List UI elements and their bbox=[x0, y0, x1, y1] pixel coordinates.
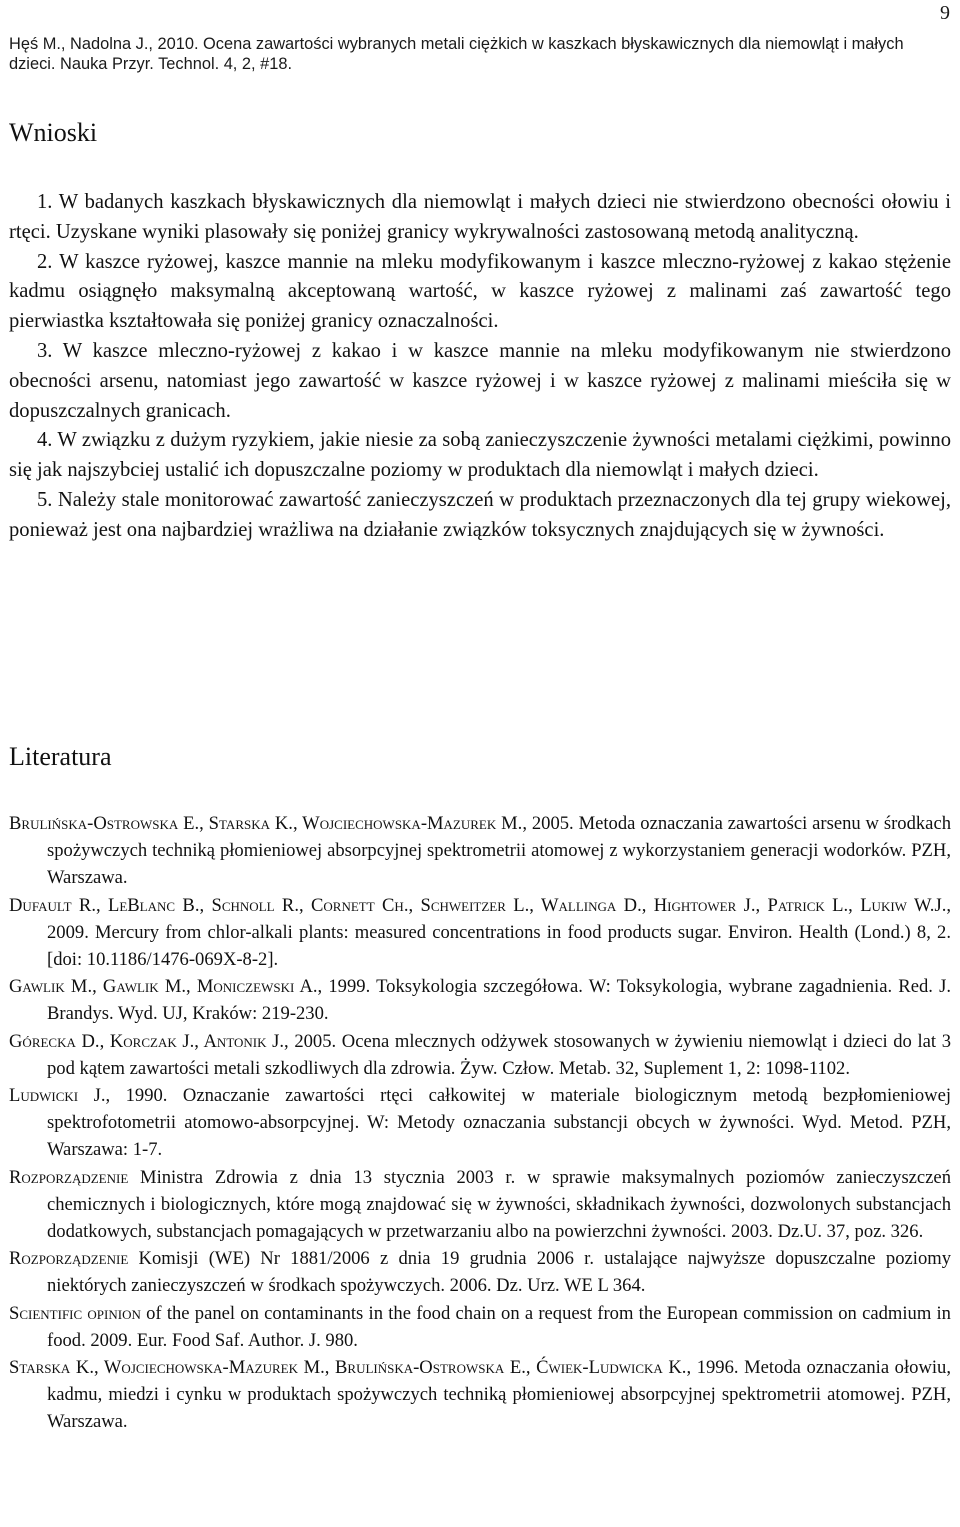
reference-item bbox=[9, 1164, 951, 1246]
reference-item bbox=[9, 1028, 951, 1082]
reference-authors: Scientific opinion bbox=[9, 1302, 141, 1324]
reference-text: 2009. Mercury from chlor-alkali plants: measured concentrations in food products sugar. Environ. Health (Lond.) 8, 2. [doi: 10.1186/1476-069X-8-2]. bbox=[47, 921, 951, 971]
reference-authors: Gawlik M., Gawlik M., Moniczewski A., bbox=[9, 976, 323, 998]
reference-authors: Starska K., Wojciechowska-Mazurek M., Brulińska-Ostrowska E., Ćwiek-Ludwicka K., bbox=[9, 1357, 692, 1379]
reference-text: 2005. Metoda oznaczania zawartości arsenu w środkach spożywczych techniką płomieniowej absorpcyjnej spektrometrii atomowej z wykorzystaniem generacji wodorków. PZH, Warszawa. bbox=[47, 813, 951, 889]
conclusion-item: 4. W związku z dużym ryzykiem, jakie niesie za sobą zanieczyszczenie żywności metalami ciężkimi, powinno się jak najszybciej ustalić ich dopuszczalne poziomy w produktach dla niemowląt i małych dzieci. bbox=[9, 429, 951, 482]
conclusion-item: 3. W kaszce mleczno-ryżowej z kakao i w kaszce mannie na mleku modyfikowanym nie stwierdzono obecności arsenu, natomiast jego zawartość w kaszce ryżowej i w kaszce ryżowej z malinami mieściła się w dopuszczalnych granicach. bbox=[9, 339, 951, 422]
reference-item bbox=[9, 892, 951, 974]
reference-text: 1990. Oznaczanie zawartości rtęci całkowitej w materiale biologicznym metodą bezpłomieniowej spektrofotometrii atomowo-absorpcyjnej. W: Metody oznaczania substancji obcych w żywności. Wyd. Metod. PZH, Warszawa: 1-7. bbox=[47, 1085, 951, 1161]
reference-authors: Rozporządzenie bbox=[9, 1166, 129, 1188]
reference-item bbox=[9, 1082, 951, 1164]
conclusion-item: 2. W kaszce ryżowej, kaszce mannie na mleku modyfikowanym i kaszce mleczno-ryżowej z kakao stężenie kadmu osiągnęło maksymalną akceptowaną wartość, w kaszce ryżowej z malinami zaś zawartość tego pierwiastka kształtowała się poniżej granicy oznaczalności. bbox=[9, 250, 951, 333]
header-citation: Hęś M., Nadolna J., 2010. Ocena zawartości wybranych metali ciężkich w kaszkach błyskawicznych dla niemowląt i małych dzieci. Nauka Przyr. Technol. 4, 2, #18. bbox=[9, 35, 904, 73]
reference-authors: Rozporządzenie bbox=[9, 1248, 129, 1270]
running-header bbox=[9, 34, 939, 74]
reference-authors: Ludwicki J., bbox=[9, 1085, 111, 1107]
conclusion-item: 5. Należy stale monitorować zawartość zanieczyszczeń w produktach przeznaczonych dla tej grupy wiekowej, ponieważ jest ona najbardziej wrażliwa na działanie związków toksycznych znajdujących się w żywności. bbox=[9, 488, 951, 541]
reference-item bbox=[9, 1300, 951, 1354]
reference-authors: Górecka D., Korczak J., Antonik J., bbox=[9, 1030, 289, 1052]
conclusions-heading: Wnioski bbox=[9, 118, 98, 147]
page-number: 9 bbox=[940, 2, 950, 24]
reference-item bbox=[9, 1354, 951, 1436]
conclusions-list bbox=[9, 188, 951, 546]
reference-item bbox=[9, 973, 951, 1027]
reference-authors: Dufault R., LeBlanc B., Schnoll R., Cornett Ch., Schweitzer L., Wallinga D., Hightower J., Patrick L., Lukiw W.J., bbox=[9, 894, 951, 916]
reference-item bbox=[9, 1245, 951, 1299]
reference-item bbox=[9, 810, 951, 892]
literature-heading: Literatura bbox=[9, 742, 112, 771]
reference-authors: Brulińska-Ostrowska E., Starska K., Wojciechowska-Mazurek M., bbox=[9, 813, 527, 834]
reference-list bbox=[9, 810, 951, 1436]
reference-text: Komisji (WE) Nr 1881/2006 z dnia 19 grudnia 2006 r. ustalające najwyższe dopuszczalne poziomy niektórych zanieczyszczeń w środkach spożywczych. 2006. Dz. Urz. WE L 364. bbox=[47, 1248, 951, 1297]
reference-text: Ministra Zdrowia z dnia 13 stycznia 2003 r. w sprawie maksymalnych poziomów zanieczyszczeń chemicznych i biologicznych, które mogą znajdować się w żywności, składnikach żywności, dozwolonych substancjach dodatkowych, substancjach pomagających w przetwarzaniu albo na powierzchni żywności. 2003. Dz.U. 37, poz. 326. bbox=[47, 1166, 951, 1243]
reference-text: 1999. Toksykologia szczegółowa. W: Toksykologia, wybrane zagadnienia. Red. J. Brandys. Wyd. UJ, Kraków: 219-230. bbox=[47, 976, 951, 1025]
reference-text: 2005. Ocena mlecznych odżywek stosowanych w żywieniu niemowląt i dzieci do lat 3 pod kątem zawartości metali szkodliwych dla zdrowia. Żyw. Człow. Metab. 32, Suplement 1, 2: 1098-1102. bbox=[47, 1030, 951, 1079]
reference-text: 1996. Metoda oznaczania ołowiu, kadmu, miedzi i cynku w produktach spożywczych techniką płomieniowej absorpcyjnej spektrometrii atomowej. PZH, Warszawa. bbox=[47, 1357, 951, 1433]
reference-text: of the panel on contaminants in the food chain on a request from the European commission on cadmium in food. 2009. Eur. Food Saf. Author. J. 980. bbox=[47, 1302, 951, 1351]
conclusion-item: 1. W badanych kaszkach błyskawicznych dla niemowląt i małych dzieci nie stwierdzono obecności ołowiu i rtęci. Uzyskane wyniki plasowały się poniżej granicy wykrywalności zastosowaną metodą analityczną. bbox=[9, 191, 951, 243]
